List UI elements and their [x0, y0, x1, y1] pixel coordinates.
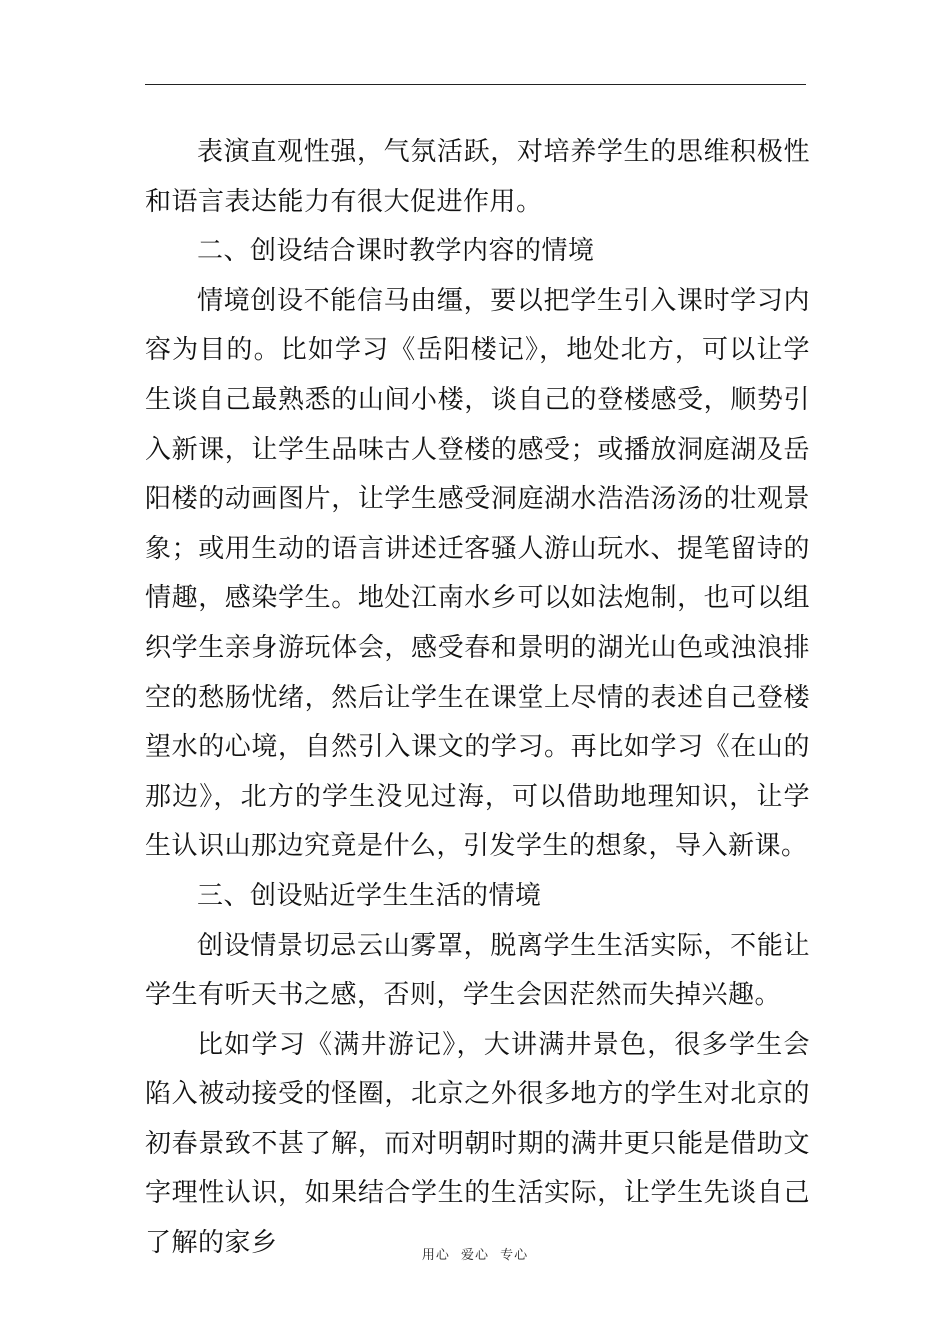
paragraph-1: 表演直观性强，气氛活跃，对培养学生的思维积极性和语言表达能力有很大促进作用。 [145, 137, 810, 217]
section-heading-3: 三、创设贴近学生生活的情境 [197, 880, 542, 911]
section-heading-2: 二、创设结合课时教学内容的情境 [197, 236, 595, 267]
paragraph-3: 情境创设不能信马由缰，要以把学生引入课时学习内容为目的。比如学习《岳阳楼记》，地处北方，可以让学生谈自己最熟悉的山间小楼，谈自己的登楼感受，顺势引入新课，让学生品味古人登楼的感受；或播放洞庭湖及岳阳楼的动画图片，让学生感受洞庭湖水浩浩汤汤的壮观景象；或用生动的语言讲述迁客骚人游山玩水、提笔留诗的情趣，感染学生。地处江南水乡可以如法炮制，也可以组织学生亲身游玩体会，感受春和景明的湖光山色或浊浪排空的愁肠忧绪，然后让学生在课堂上尽情的表述自己登楼望水的心境，自然引入课文的学习。再比如学习《在山的那边》，北方的学生没见过海，可以借助地理知识，让学生认识山那边究竟是什么，引发学生的想象，导入新课。 [145, 285, 810, 862]
header-rule [145, 84, 806, 85]
document-body [145, 128, 810, 1269]
paragraph-5: 创设情景切忌云山雾罩，脱离学生生活实际，不能让学生有听天书之感，否则，学生会因茫然而失掉兴趣。 [145, 930, 810, 1011]
page-footer: 用心 爱心 专心 [421, 1248, 529, 1263]
paragraph-6: 比如学习《满井游记》，大讲满井景色，很多学生会陷入被动接受的怪圈，北京之外很多地方的学生对北京的初春景致不甚了解，而对明朝时期的满井更只能是借助文字理性认识，如果结合学生的生活实际，让学生先谈自己了解的家乡 [145, 1029, 810, 1259]
